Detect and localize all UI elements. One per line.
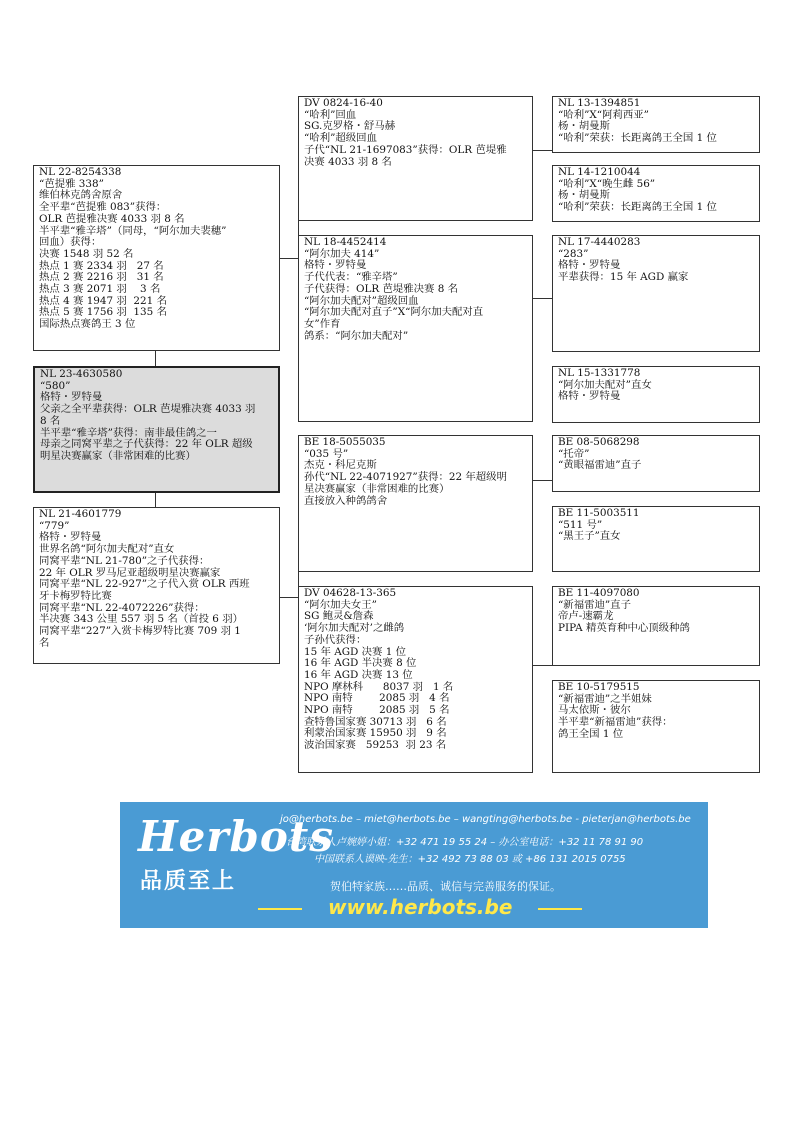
- dam-line: 半决赛 343 公里 557 羽 5 名（首投 6 羽）: [39, 613, 243, 626]
- dam-dam-card: [298, 586, 533, 773]
- sire-sire-line: 决赛 4033 羽 8 名: [304, 155, 392, 168]
- dam-dam-line: NPO 南特 2085 羽 5 名: [304, 704, 450, 717]
- sire-sire-line: 子代“NL 21-1697083”获得：OLR 芭堤雅: [304, 143, 507, 156]
- sire-dam-line: NL 18-4452414: [304, 236, 387, 248]
- sire-dam-line: 子代获得：OLR 芭堤雅决赛 8 名: [304, 282, 459, 295]
- subject-line: NL 23-4630580: [40, 368, 123, 380]
- sds-line: NL 17-4440283: [558, 236, 641, 248]
- sss-line: NL 13-1394851: [558, 97, 641, 109]
- sdd-line: “阿尔加夫配对”直女: [558, 378, 652, 391]
- dam-line: 同窝平辈“NL 21-780”之子代获得：: [39, 554, 210, 567]
- sss-line: “哈利”X“阿莉西亚”: [558, 108, 649, 121]
- dam-line: “779”: [39, 519, 70, 532]
- dsd-line: BE 11-5003511: [558, 507, 640, 519]
- sire-line: 国际热点赛鸽王 3 位: [39, 318, 136, 331]
- connector: [533, 480, 552, 481]
- dam-dam-line: DV 04628-13-365: [304, 587, 397, 599]
- sire-line: 热点 4 赛 1947 羽 221 名: [39, 294, 167, 307]
- sire-dam-card: [298, 235, 533, 422]
- sire-dam-line: “阿尔加夫配对直子”X“阿尔加夫配对直: [304, 306, 484, 319]
- herbots-banner: [120, 802, 708, 928]
- banner-china-contact: 中国联系人谟映-先生：+32 492 73 88 03 或 +86 131 2015 0755: [314, 854, 626, 865]
- sire-sire-line: “哈利”超级回血: [304, 132, 377, 145]
- sire-line: “芭提雅 338”: [39, 177, 104, 190]
- sss-line: 杨・胡曼斯: [558, 120, 610, 133]
- dss-line: BE 08-5068298: [558, 436, 640, 448]
- subject-line: 母亲之同窝平辈之子代获得：22 年 OLR 超级: [40, 438, 253, 451]
- sdd-line: NL 15-1331778: [558, 367, 641, 379]
- sire-dam-line: “阿尔加夫 414”: [304, 247, 380, 260]
- sss-card: [552, 96, 760, 153]
- dam-sire-line: 孙代“NL 22-4071927”获得：22 年超级明: [304, 471, 507, 484]
- sire-line: 半平辈“雅辛塔”（同母，“阿尔加夫裴穗”: [39, 224, 227, 237]
- dam-line: 格特・罗特曼: [39, 531, 102, 544]
- sire-sire-line: “哈利”回血: [304, 108, 357, 121]
- dam-sire-line: 星决赛赢家（非常困难的比赛）: [304, 482, 450, 495]
- banner-emails[interactable]: jo@herbots.be – miet@herbots.be – wangting@herbots.be - pieterjan@herbots.be: [280, 814, 691, 825]
- dam-line: 同窝平辈“NL 22-927”之子代入赏 OLR 西班: [39, 578, 250, 591]
- ssd-card: [552, 165, 760, 222]
- sire-sire-line: DV 0824-16-40: [304, 97, 383, 109]
- dam-dam-line: SG 鲍灵&詹森: [304, 610, 374, 623]
- dam-card: [33, 507, 280, 664]
- sire-dam-line: 格特・罗特曼: [304, 259, 367, 272]
- dam-dam-line: 利蒙治国家赛 15950 羽 9 名: [304, 727, 447, 740]
- dss-card: [552, 435, 760, 492]
- dam-sire-line: 直接放入种鸽鸽舍: [304, 494, 388, 507]
- banner-dash-left: [258, 908, 302, 910]
- subject-line: 父亲之全平辈获得：OLR 芭堤雅决赛 4033 羽: [40, 403, 256, 416]
- sdd-line: 格特・罗特曼: [558, 390, 621, 403]
- connector: [298, 220, 299, 235]
- banner-taiwan-contact: 台湾联系人卢婉婷小姐：+32 471 19 55 24 – 办公室电话：+32 11 78 91 90: [286, 837, 644, 848]
- dam-sire-line: 杰克・科尼克斯: [304, 459, 377, 472]
- sire-line: 决赛 1548 羽 52 名: [39, 247, 134, 260]
- sire-line: 热点 2 赛 2216 羽 31 名: [39, 271, 164, 284]
- sire-line: 回血）获得：: [39, 236, 102, 249]
- sire-line: NL 22-8254338: [39, 166, 122, 178]
- connector: [533, 665, 552, 666]
- sss-line: “哈利”荣获：长距离鸽王全国 1 位: [558, 132, 717, 145]
- subject-line: 明星决赛赢家（非常困难的比赛）: [40, 449, 196, 462]
- dam-line: 牙卡梅罗特比赛: [39, 589, 112, 602]
- dam-sire-line: BE 18-5055035: [304, 436, 386, 448]
- dss-line: “托帝”: [558, 447, 590, 460]
- herbots-logo: Herbots: [138, 812, 334, 861]
- sdd-card: [552, 366, 760, 423]
- dam-dam-line: 15 年 AGD 决赛 1 位: [304, 645, 407, 658]
- sds-card: [552, 235, 760, 352]
- dam-sire-line: “035 号”: [304, 447, 349, 460]
- dds-card: [552, 586, 760, 666]
- sire-line: 维伯林克鸽舍原舍: [39, 189, 123, 202]
- subject-line: “580”: [40, 379, 71, 392]
- dam-dam-line: NPO 摩林科 8037 羽 1 名: [304, 680, 454, 693]
- sds-line: 格特・罗特曼: [558, 259, 621, 272]
- dds-line: “新福雷迪”直子: [558, 598, 631, 611]
- subject-line: 格特・罗特曼: [40, 391, 103, 404]
- dam-sire-card: [298, 435, 533, 572]
- sire-sire-card: [298, 96, 533, 221]
- dsd-line: “黑王子”直女: [558, 530, 621, 543]
- dam-line: NL 21-4601779: [39, 508, 122, 520]
- dam-line: 22 年 OLR 罗马尼亚超级明星决赛赢家: [39, 566, 221, 579]
- dam-dam-line: ‘阿尔加夫配对’之雌鸽: [304, 622, 405, 635]
- banner-website-link[interactable]: www.herbots.be: [328, 895, 513, 919]
- ddd-line: 半平辈“新福雷迪”获得：: [558, 716, 673, 729]
- dds-line: BE 11-4097080: [558, 587, 640, 599]
- connector: [280, 258, 298, 259]
- ddd-card: [552, 680, 760, 773]
- connector: [280, 597, 298, 598]
- ddd-line: 马太依斯・彼尔: [558, 704, 631, 717]
- ddd-line: “新福雷迪”之半姐妹: [558, 692, 652, 705]
- banner-dash-right: [538, 908, 582, 910]
- subject-card: [33, 366, 280, 493]
- sire-sire-line: SG.克罗格・舒马赫: [304, 120, 396, 133]
- subject-line: 半平辈“雅辛塔”获得：南非最佳鸽之一: [40, 426, 217, 439]
- ssd-line: “哈利”X“晚生雌 56”: [558, 177, 656, 190]
- dam-dam-line: 查特鲁国家赛 30713 羽 6 名: [304, 715, 447, 728]
- ssd-line: “哈利”荣获：长距离鸽王全国 1 位: [558, 201, 717, 214]
- banner-slogan: 贺伯特家族……品质、诚信与完善服务的保证。: [330, 880, 561, 893]
- connector: [298, 571, 299, 586]
- dam-dam-line: 16 年 AGD 决赛 13 位: [304, 668, 413, 681]
- dss-line: “黄眼福雷迪”直子: [558, 459, 642, 472]
- sire-dam-line: 子代代表：“雅辛塔”: [304, 271, 398, 284]
- dam-dam-line: 子孙代获得：: [304, 633, 367, 646]
- sire-line: OLR 芭提雅决赛 4033 羽 8 名: [39, 212, 185, 225]
- dam-line: 名: [39, 636, 50, 649]
- sds-line: “283”: [558, 247, 589, 260]
- dam-dam-line: NPO 南特 2085 羽 4 名: [304, 692, 450, 705]
- ddd-line: BE 10-5179515: [558, 681, 640, 693]
- dsd-card: [552, 506, 760, 572]
- dam-line: 同窝平辈“227”入赏卡梅罗特比赛 709 羽 1: [39, 625, 241, 638]
- connector: [155, 350, 156, 366]
- sire-line: 热点 1 赛 2334 羽 27 名: [39, 259, 164, 272]
- sire-dam-line: “阿尔加夫配对”超级回血: [304, 294, 419, 307]
- sds-line: 平辈获得：15 年 AGD 赢家: [558, 271, 689, 284]
- sire-line: 热点 5 赛 1756 羽 135 名: [39, 306, 167, 319]
- sire-dam-line: 鸽系：“阿尔加夫配对”: [304, 329, 409, 342]
- banner-tagline: 品质至上: [140, 869, 237, 894]
- ssd-line: NL 14-1210044: [558, 166, 641, 178]
- dam-dam-line: 波治国家赛 59253 羽 23 名: [304, 739, 447, 752]
- dsd-line: “511 号”: [558, 518, 603, 531]
- subject-line: 8 名: [40, 414, 61, 427]
- dam-dam-line: “阿尔加夫女王”: [304, 598, 377, 611]
- dds-line: PIPA 精英育种中心顶级种鸽: [558, 622, 690, 635]
- dam-line: 同窝平辈“NL 22-4072226”获得：: [39, 601, 205, 614]
- dam-line: 世界名鸽“阿尔加夫配对”直女: [39, 543, 175, 556]
- ssd-line: 杨・胡曼斯: [558, 189, 610, 202]
- ddd-line: 鸽王全国 1 位: [558, 727, 624, 740]
- dds-line: 帝卢-速霸龙: [558, 610, 614, 623]
- sire-line: 热点 3 赛 2071 羽 3 名: [39, 283, 161, 296]
- connector: [155, 492, 156, 507]
- connector: [533, 298, 552, 299]
- dam-dam-line: 16 年 AGD 半决赛 8 位: [304, 657, 417, 670]
- sire-card: [33, 165, 280, 351]
- sire-dam-line: 女”作育: [304, 317, 341, 330]
- connector: [533, 150, 552, 151]
- sire-line: 全平辈“芭提雅 083”获得：: [39, 201, 167, 214]
